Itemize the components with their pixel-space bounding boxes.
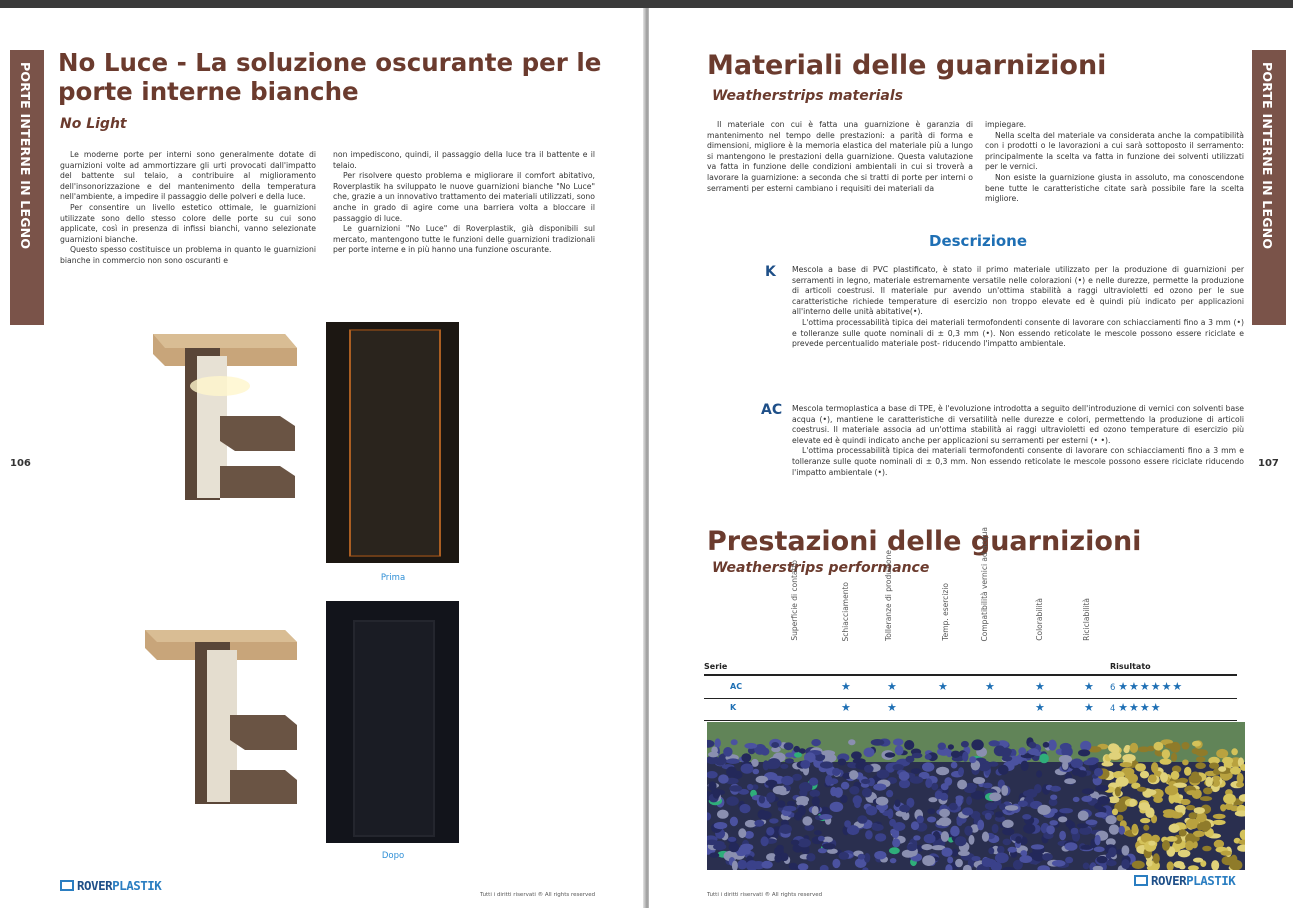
roverplastik-logo [1134, 873, 1235, 888]
text-column-1 [60, 150, 316, 267]
paragraph: Per consentire un livello estetico ottimale, le guarnizioni utilizzate sono dello stesso colore delle porte su cui sono applicate, così in presenza di infissi bianchi, vanno selezionate guarnizioni bianche. [60, 202, 316, 244]
column-header: Superficie di contatto [790, 560, 799, 641]
result-stars-icon: ★★★★ [1118, 701, 1162, 714]
column-header: Temp. esercizio [941, 583, 950, 641]
column-header: Tolleranze di produzione [884, 549, 893, 641]
title-line-1: No Luce - La soluzione oscurante per le [58, 48, 602, 77]
door-photo-before [326, 322, 459, 563]
paragraph: Le guarnizioni "No Luce" di Roverplastik, già disponibili sul mercato, mantengono tutte le funzioni delle guarnizioni tradizionali per porte interne e in più hanno una funzione oscurante. [333, 224, 595, 255]
performance-subtitle: Weatherstrips performance [712, 560, 930, 576]
page-title: Materiali delle guarnizioni [707, 50, 1107, 81]
star-icon: ★ [1035, 701, 1045, 714]
logo-square-icon [60, 880, 74, 891]
intro-column-1 [707, 120, 973, 194]
side-tab-label: PORTE INTERNE IN LEGNO [1260, 62, 1275, 250]
paragraph: impiegare. [985, 120, 1027, 129]
table-rule [704, 674, 1237, 676]
side-tab-label: PORTE INTERNE IN LEGNO [18, 62, 33, 250]
series-cell: AC [730, 682, 743, 691]
paragraph: Non esiste la guarnizione giusta in assoluto, ma conoscendone bene tutte le caratteristiche citate sarà possibile fare la scelta migliore. [985, 172, 1244, 204]
paragraph: Mescola termoplastica a base di TPE, è l'evoluzione introdotta a seguito dell'introduzione di vernici con solventi base acqua (•), mantiene le caratteristiche di versatilità nelle durezze e colori, permettendo la produzione di articoli coestrusi. Il materiale associa ad un'ottima stabilità ai raggi ultravioletti ed ozono temperature di esercizio più elevate ed è quindi indicato anche per applicazioni su serramenti per esterni (• •). [792, 404, 1244, 445]
star-icon: ★ [985, 680, 995, 693]
logo-text-suffix: PLASTIK [1186, 873, 1236, 888]
logo-square-icon [1134, 875, 1148, 886]
performance-title: Prestazioni delle guarnizioni [707, 526, 1142, 557]
logo-text-prefix: ROVER [77, 878, 113, 893]
result-stars-icon: ★★★★★★ [1118, 680, 1184, 693]
paragraph: Nella scelta del materiale va considerata anche la compatibilità con i prodotti o le lavorazioni a cui sarà sottoposto il serramento: principalmente la scelta va fatta in funzione dei solventi utilizzati per le vernici. [985, 130, 1244, 172]
text-column-2 [333, 150, 595, 256]
material-code-ac: AC [761, 402, 783, 418]
page-number: 106 [10, 458, 31, 469]
column-header: Colorabilità [1035, 598, 1044, 641]
material-description-ac [792, 404, 1244, 478]
right-page [649, 8, 1293, 908]
page-number: 107 [1258, 458, 1279, 469]
result-cell [1110, 680, 1183, 693]
page-title [58, 48, 601, 107]
gasket-profile-image-before [145, 326, 305, 506]
star-icon: ★ [938, 680, 948, 693]
paragraph: non impediscono, quindi, il passaggio della luce tra il battente e il telaio. [333, 150, 595, 170]
result-header: Risultato [1110, 662, 1151, 671]
title-line-2: porte interne bianche [58, 77, 359, 107]
column-header: Schiacciamento [841, 581, 850, 641]
column-header: Riciclabilità [1082, 598, 1091, 641]
paragraph: Mescola a base di PVC plastificato, è stato il primo materiale utilizzato per la produzione di guarnizioni per serramenti in legno, materiale estremamente versatile nelle colorazioni (•) e nelle durezze, permette la produzione di articoli coestrusi. Il materiale pur avendo un'ottima stabilità a raggi ultravioletti ed ozono per le sue caratteristiche richiede temperature di esercizio non troppo elevate ed è quindi più indicato per applicazioni all'interno delle unità abitative(•). [792, 265, 1244, 317]
star-icon: ★ [841, 701, 851, 714]
page-subtitle: No Light [60, 116, 127, 132]
logo-text-suffix: PLASTIK [112, 878, 162, 893]
series-cell: K [730, 703, 737, 712]
material-code-k: K [765, 264, 776, 280]
pvc-tpe-granules-photo [707, 722, 1245, 870]
star-icon: ★ [1035, 680, 1045, 693]
side-tab [10, 50, 44, 325]
star-icon: ★ [1084, 701, 1094, 714]
paragraph: Il materiale con cui è fatta una guarnizione è garanzia di mantenimento nel tempo delle prestazioni: a parità di forma e dimensioni, migliore è la memoria elastica del materiale più a lungo si mantengono le prestazioni della guarnizione. Questa valutazione va fatta in funzione delle condizioni ambientali in cui si troverà a lavorare la guarnizione: a seconda che si tratti di porte per interni o serramenti per esterni cambiano i requisiti dei materiali da [707, 120, 973, 193]
result-count: 4 [1110, 704, 1119, 714]
roverplastik-logo [60, 878, 161, 893]
series-header: Serie [704, 662, 728, 671]
gasket-profile-image-after [145, 620, 305, 812]
paragraph: Questo spesso costituisce un problema in quanto le guarnizioni bianche in commercio non sono oscuranti e [60, 245, 316, 265]
left-page [0, 8, 645, 908]
result-cell [1110, 701, 1162, 714]
logo-text-prefix: ROVER [1151, 873, 1187, 888]
star-icon: ★ [887, 701, 897, 714]
copyright-footnote: Tutti i diritti riservati ® All rights reserved [480, 892, 596, 898]
door-photo-after [326, 601, 459, 843]
paragraph: Per risolvere questo problema e migliorare il comfort abitativo, Roverplastik ha sviluppato le nuove guarnizioni bianche "No Luce" che, grazie a un innovativo trattamento dei materiali utilizzati, sono anche in grado di agire come una barriera volta a bloccare il passaggio di luce. [333, 171, 595, 223]
column-header: Compatibilità vernici ad acqua [980, 526, 989, 641]
star-icon: ★ [1084, 680, 1094, 693]
table-rule [704, 698, 1237, 699]
caption-after: Dopo [381, 851, 405, 861]
intro-column-2 [985, 120, 1244, 205]
material-description-k [792, 265, 1244, 350]
page-subtitle: Weatherstrips materials [712, 88, 904, 104]
caption-before: Prima [380, 573, 406, 583]
copyright-footnote: Tutti i diritti riservati ® All rights reserved [707, 892, 823, 898]
star-icon: ★ [841, 680, 851, 693]
table-rule [704, 720, 1237, 721]
paragraph: Le moderne porte per interni sono generalmente dotate di guarnizioni volte ad ammortizzare gli urti provocati dall'impatto del battente sul telaio, a contribuire al miglioramento dell'insonorizzazione e del mantenimento della temperatura nell'ambiente, a impedire il passaggio delle polveri e della luce. [60, 150, 316, 202]
star-icon: ★ [887, 680, 897, 693]
description-heading: Descrizione [929, 232, 1028, 250]
paragraph: L'ottima processabilità tipica dei materiali termofondenti consente di lavorare con schiacciamenti fino a 3 mm (•) e tolleranze sulle quote nominali di ± 0,3 mm (•). Non essendo reticolate le mescole possono essere riciclate e prevede percentualido materiale post- riducendo l'impatto ambientale. [792, 317, 1244, 349]
result-count: 6 [1110, 683, 1119, 693]
side-tab [1252, 50, 1286, 325]
paragraph: L'ottima processabilità tipica dei materiali termofondenti consente di lavorare con schiacciamenti fino a 3 mm e tolleranze sulle quote nominali di ± 0,3 mm. Non essendo reticolate le mescole possono essere riciclate riducendo l'impatto ambientale (•). [792, 446, 1244, 477]
